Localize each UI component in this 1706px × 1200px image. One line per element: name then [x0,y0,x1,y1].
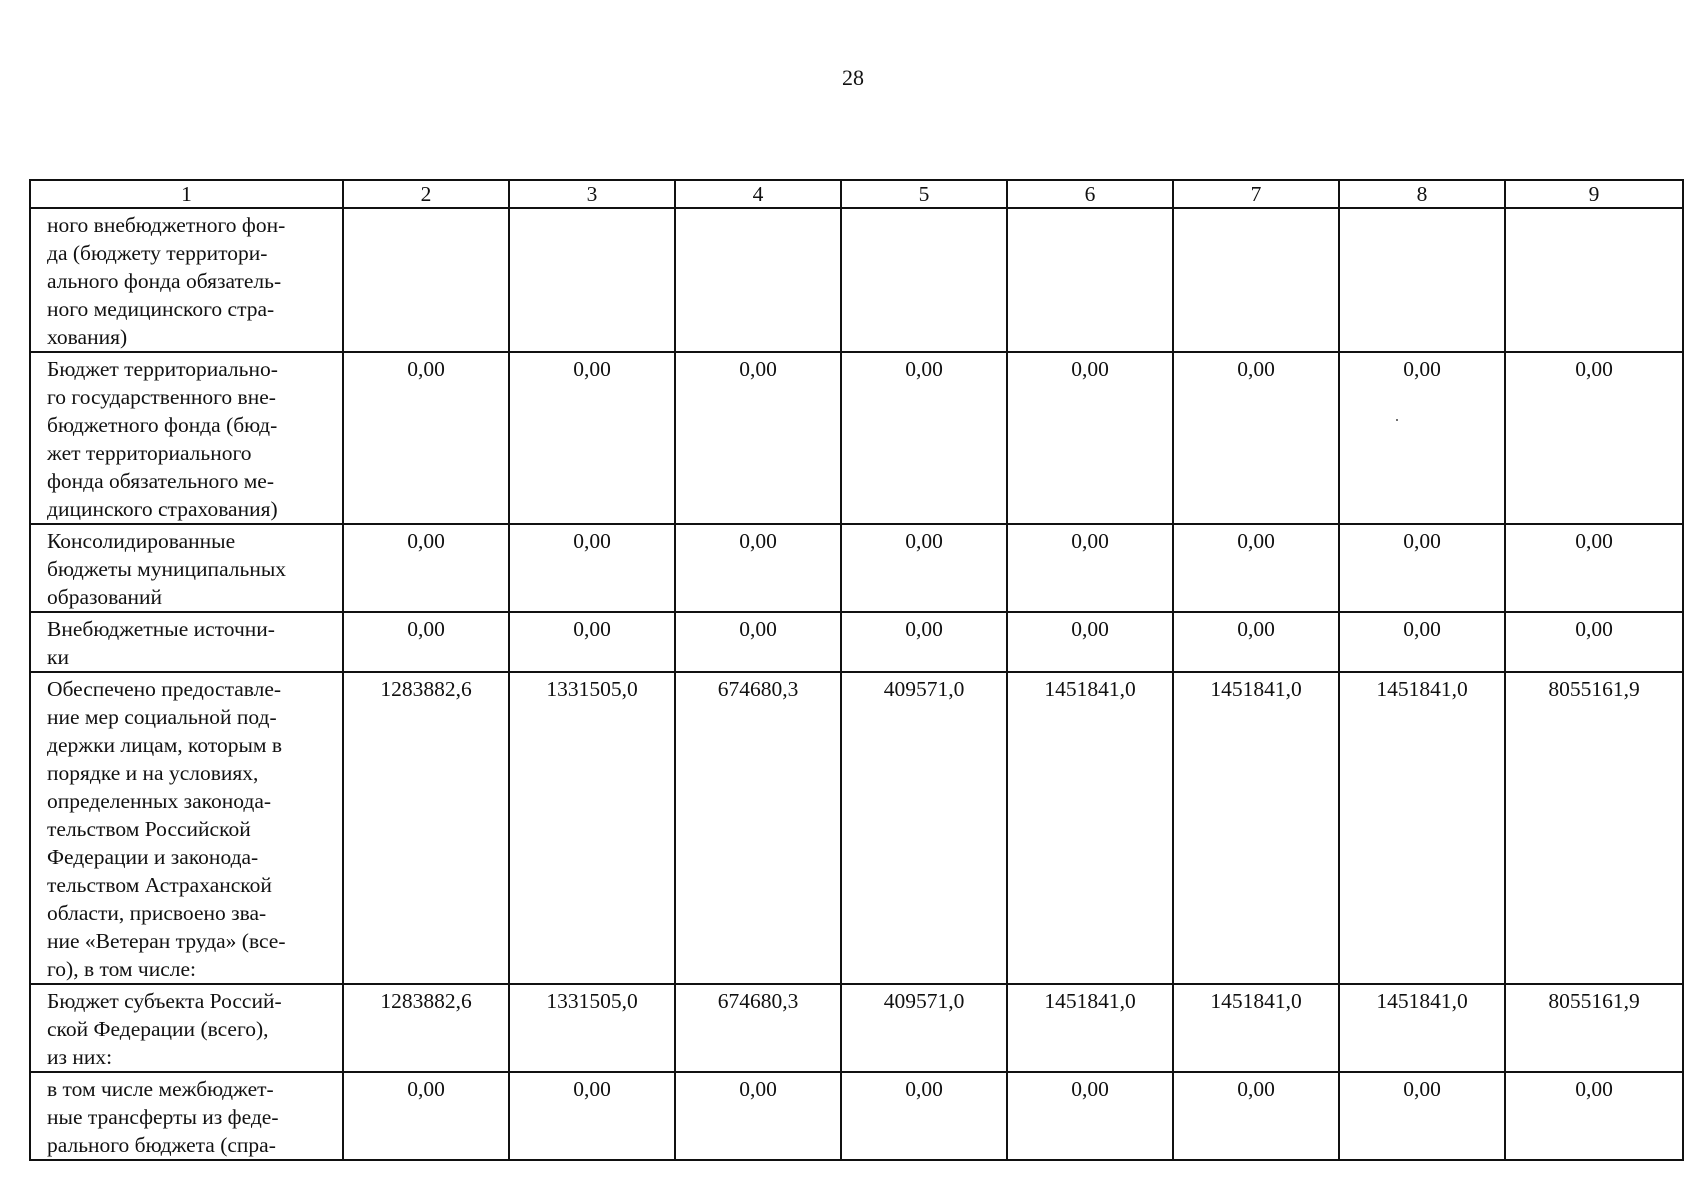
table-row [30,1072,1683,1160]
row-label-cell [30,984,343,1072]
value-cell: 1331505,0 [509,984,675,1072]
value-cell: 409571,0 [841,984,1007,1072]
column-header-9: 9 [1505,180,1683,208]
table-row [30,208,1683,352]
value-cell: 1283882,6 [343,672,509,984]
table-row [30,984,1683,1072]
row-label: Бюджет территориально- го государственного вне- бюджетного фонда (бюд- жет территориального фонда обязательного ме- дицинского страхования) [47,357,278,521]
value-cell: 0,00 [1007,612,1173,672]
value-cell: 0,00 [1339,1072,1505,1160]
row-label: Консолидированные бюджеты муниципальных образований [47,529,287,609]
value-cell: 0,00 [509,524,675,612]
value-cell [1173,208,1339,352]
table-row [30,612,1683,672]
table-row [30,524,1683,612]
value-cell: 1451841,0 [1339,672,1505,984]
table-row [30,352,1683,524]
value-cell: 1451841,0 [1339,984,1505,1072]
value-cell: 0,00 [509,612,675,672]
value-cell: 1451841,0 [1173,984,1339,1072]
value-cell: 0,00 [1173,524,1339,612]
row-label: Бюджет субъекта Россий- ской Федерации (всего), из них: [47,989,282,1069]
value-cell: 0,00 [343,524,509,612]
value-cell: 674680,3 [675,984,841,1072]
column-header-4: 4 [675,180,841,208]
row-label-cell [30,352,343,524]
row-label: ного внебюджетного фон- да (бюджету территори- ального фонда обязатель- ного медицинского стра- хования) [47,213,286,349]
value-cell [1505,208,1683,352]
row-label-cell [30,672,343,984]
value-cell: 0,00 [841,1072,1007,1160]
column-header-3: 3 [509,180,675,208]
scan-speck [1396,419,1398,421]
value-cell [1339,208,1505,352]
value-cell: 0,00 [1339,524,1505,612]
column-header-2: 2 [343,180,509,208]
value-cell: 1451841,0 [1007,672,1173,984]
column-header-5: 5 [841,180,1007,208]
value-cell: 1451841,0 [1173,672,1339,984]
row-label-cell [30,524,343,612]
column-header-7: 7 [1173,180,1339,208]
value-cell [509,208,675,352]
header-row [30,180,1683,208]
column-header-8: 8 [1339,180,1505,208]
row-label: Обеспечено предоставле- ние мер социальной под- держки лицам, которым в порядке и на условиях, определенных законода- тельством Российской Федерации и законода- тельством Астраханской области, присвоено зва- ние «Ветеран труда» (все- го), в том числе: [47,677,286,981]
value-cell: 674680,3 [675,672,841,984]
row-label: Внебюджетные источни- ки [47,617,275,669]
value-cell: 1283882,6 [343,984,509,1072]
column-header-6: 6 [1007,180,1173,208]
value-cell: 0,00 [675,524,841,612]
value-cell [841,208,1007,352]
column-header-1: 1 [30,180,343,208]
table-row [30,672,1683,984]
value-cell: 8055161,9 [1505,672,1683,984]
value-cell [675,208,841,352]
row-label-cell [30,208,343,352]
value-cell: 0,00 [343,612,509,672]
value-cell: 0,00 [1505,612,1683,672]
value-cell: 1451841,0 [1007,984,1173,1072]
value-cell: 0,00 [1007,352,1173,524]
value-cell [343,208,509,352]
value-cell: 0,00 [675,352,841,524]
value-cell: 0,00 [1173,1072,1339,1160]
row-label: в том числе межбюджет- ные трансферты из феде- рального бюджета (спра- [47,1077,279,1157]
value-cell: 0,00 [1505,352,1683,524]
value-cell: 0,00 [1339,612,1505,672]
value-cell: 0,00 [841,352,1007,524]
budget-table-container [29,179,1682,1161]
value-cell [1007,208,1173,352]
value-cell: 0,00 [343,352,509,524]
row-label-cell [30,1072,343,1160]
value-cell: 0,00 [343,1072,509,1160]
value-cell: 409571,0 [841,672,1007,984]
row-label-cell [30,612,343,672]
value-cell: 0,00 [1007,524,1173,612]
value-cell: 0,00 [509,352,675,524]
value-cell: 0,00 [1505,1072,1683,1160]
value-cell: 0,00 [1173,352,1339,524]
page-number: 28 [842,65,864,90]
value-cell: 0,00 [841,612,1007,672]
value-cell: 0,00 [675,612,841,672]
value-cell: 1331505,0 [509,672,675,984]
value-cell: 0,00 [1173,612,1339,672]
value-cell: 0,00 [1339,352,1505,524]
budget-table [29,179,1684,1161]
value-cell: 0,00 [1505,524,1683,612]
value-cell: 0,00 [509,1072,675,1160]
value-cell: 0,00 [841,524,1007,612]
value-cell: 0,00 [1007,1072,1173,1160]
value-cell: 0,00 [675,1072,841,1160]
value-cell: 8055161,9 [1505,984,1683,1072]
